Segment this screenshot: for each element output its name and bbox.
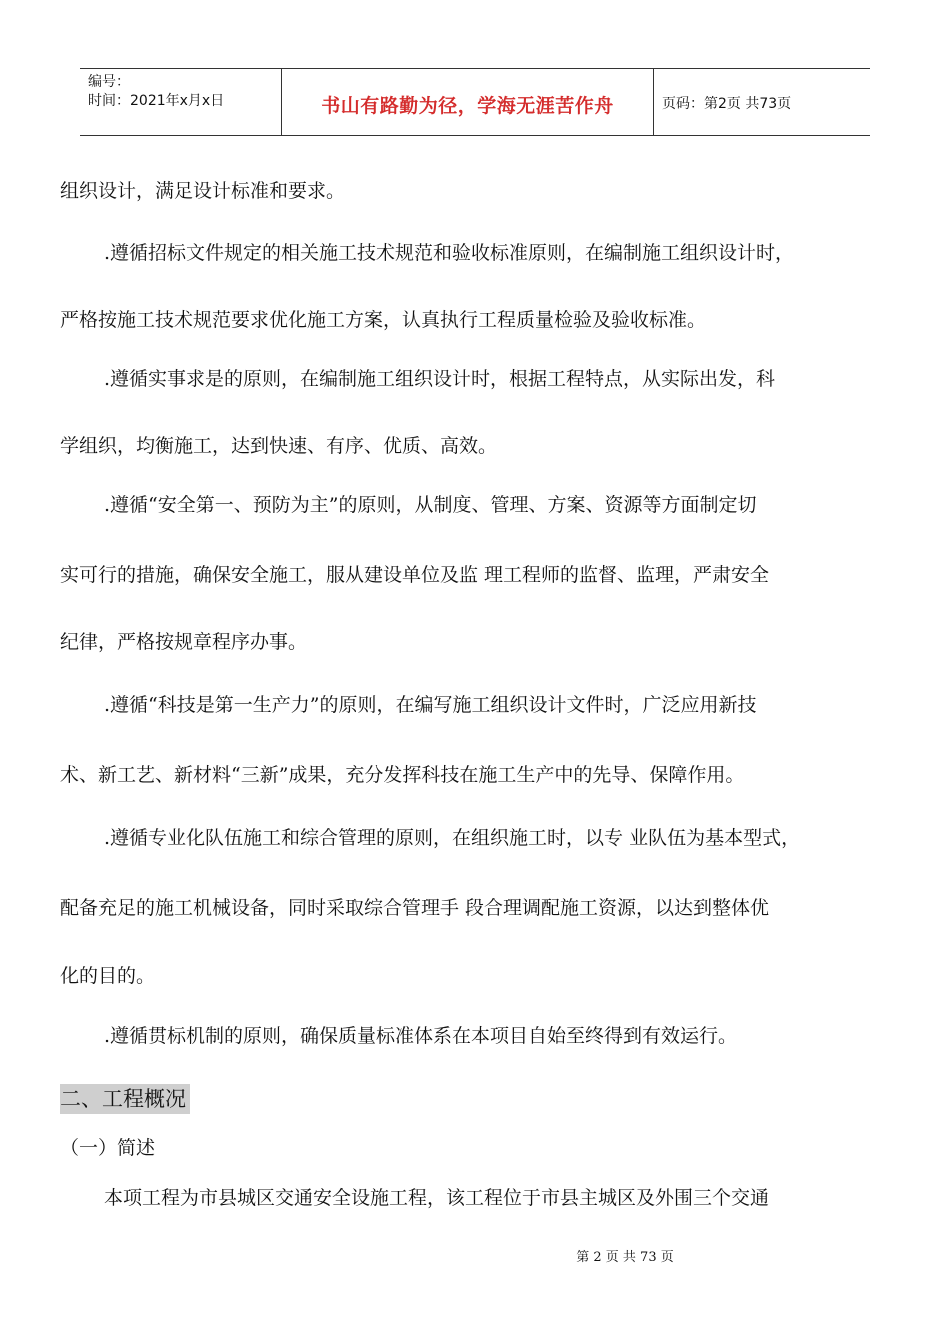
document-number-label: 编号： (88, 74, 130, 90)
body-line: 组织设计，满足设计标准和要求。 (60, 180, 346, 202)
body-line: 化的目的。 (60, 965, 156, 987)
body-line: .遵循实事求是的原则，在编制施工组织设计时，根据工程特点，从实际出发，科 (104, 368, 776, 390)
body-line: 本项工程为市县城区交通安全设施工程，该工程位于市县主城区及外围三个交通 (104, 1187, 770, 1209)
body-line: 术、新工艺、新材料“三新”成果，充分发挥科技在施工生产中的先导、保障作用。 (60, 764, 745, 786)
body-line: .遵循专业化队伍施工和综合管理的原则，在组织施工时，以专 业队伍为基本型式， (104, 827, 801, 849)
header-page-info: 页码：第2页 共73页 (662, 96, 792, 112)
body-line: .遵循“科技是第一生产力”的原则，在编写施工组织设计文件时，广泛应用新技 (104, 694, 757, 716)
header-motto: 书山有路勤为径，学海无涯苦作舟 (282, 69, 654, 135)
document-time-label: 时间：2021年x月x日 (88, 93, 225, 109)
body-line: 严格按施工技术规范要求优化施工方案，认真执行工程质量检验及验收标准。 (60, 309, 707, 331)
body-line: 学组织，均衡施工，达到快速、有序、优质、高效。 (60, 435, 498, 457)
header-meta (80, 69, 282, 135)
body-line: 实可行的措施，确保安全施工，服从建设单位及监 理工程师的监督、监理，严肃安全 (60, 564, 770, 586)
page-header (80, 68, 870, 136)
subsection-heading: （一）简述 (60, 1137, 156, 1159)
body-line: 纪律，严格按规章程序办事。 (60, 631, 308, 653)
body-line: .遵循招标文件规定的相关施工技术规范和验收标准原则，在编制施工组织设计时， (104, 242, 795, 264)
section-heading: 二、工程概况 (60, 1084, 190, 1114)
body-line: .遵循贯标机制的原则，确保质量标准体系在本项目自始至终得到有效运行。 (104, 1025, 738, 1047)
body-line: .遵循“安全第一、预防为主”的原则，从制度、管理、方案、资源等方面制定切 (104, 494, 757, 516)
page-footer: 第 2 页 共 73 页 (576, 1250, 674, 1265)
body-line: 配备充足的施工机械设备，同时采取综合管理手 段合理调配施工资源，以达到整体优 (60, 897, 770, 919)
